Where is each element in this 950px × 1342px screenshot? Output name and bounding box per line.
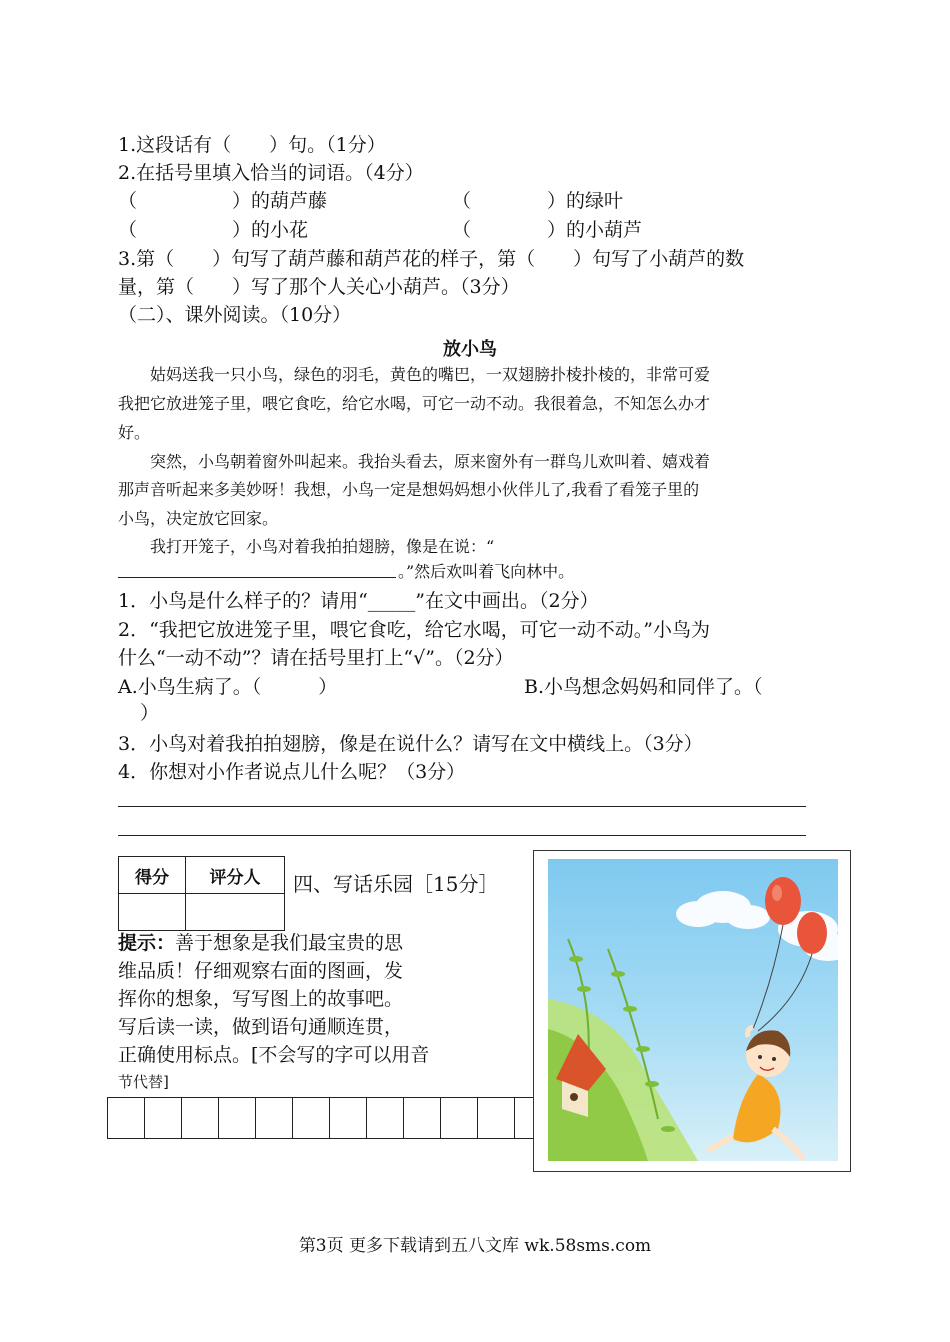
question-2: 2.在括号里填入恰当的词语。（4分） bbox=[118, 162, 424, 184]
q2-blank-a: （ ）的葫芦藤 bbox=[118, 190, 328, 212]
grid-cell[interactable] bbox=[329, 1097, 367, 1139]
score-cell[interactable] bbox=[119, 894, 186, 931]
story-line: 那声音听起来多美妙呀！我想，小鸟一定是想妈妈想小伙伴儿了,我看了看笼子里的 bbox=[118, 480, 700, 499]
grader-cell[interactable] bbox=[186, 894, 285, 931]
reading2-question-2-line2: 什么“一动不动”？请在括号里打上“√”。（2分） bbox=[118, 647, 514, 669]
illustration-svg bbox=[548, 859, 838, 1161]
story-line: 突然，小鸟朝着窗外叫起来。我抬头看去，原来窗外有一群鸟儿欢叫着、嬉戏着 bbox=[118, 452, 711, 471]
option-b-close-paren: ） bbox=[140, 702, 160, 724]
illustration-girl-balloons bbox=[548, 859, 838, 1161]
grid-cell[interactable] bbox=[181, 1097, 219, 1139]
grid-cell[interactable] bbox=[218, 1097, 256, 1139]
story-line: 我把它放进笼子里，喂它食吃，给它水喝，可它一动不动。我很着急，不知怎么办才 bbox=[118, 394, 711, 413]
answer-line[interactable] bbox=[118, 835, 806, 836]
q2-blank-d: （ ）的小葫芦 bbox=[452, 219, 643, 241]
q2-blank-b: （ ）的绿叶 bbox=[452, 190, 624, 212]
section-four-heading: 四、写话乐园［15分］ bbox=[293, 872, 499, 896]
reading2-question-2-line1: 2．“我把它放进笼子里，喂它食吃，给它水喝，可它一动不动。”小鸟为 bbox=[118, 619, 711, 641]
grader-header: 评分人 bbox=[186, 857, 285, 894]
grid-cell[interactable] bbox=[144, 1097, 182, 1139]
q2-blank-c: （ ）的小花 bbox=[118, 219, 309, 241]
hint-text: 善于想象是我们最宝贵的思 bbox=[175, 932, 404, 954]
answer-blank-line[interactable] bbox=[118, 577, 396, 578]
option-b[interactable]: B.小鸟想念妈妈和同伴了。（ bbox=[524, 676, 763, 698]
story-line: 好。 bbox=[118, 423, 151, 442]
story-line: 小鸟，决定放它回家。 bbox=[118, 509, 279, 528]
story-line: 。”然后欢叫着飞向林中。 bbox=[398, 562, 575, 581]
reading2-question-1: 1．小鸟是什么样子的？请用“_____”在文中画出。（2分） bbox=[118, 590, 599, 612]
page-footer: 第3页 更多下载请到五八文库 wk.58sms.com bbox=[298, 1236, 652, 1256]
answer-line[interactable] bbox=[118, 806, 806, 807]
hint-line-2: 维品质！仔细观察右面的图画，发 bbox=[118, 960, 404, 982]
grid-cell[interactable] bbox=[440, 1097, 478, 1139]
story-line: 我打开笼子，小鸟对着我拍拍翅膀，像是在说：“ bbox=[118, 537, 495, 556]
picture-frame bbox=[533, 850, 851, 1172]
grid-cell[interactable] bbox=[255, 1097, 293, 1139]
grid-cell[interactable] bbox=[403, 1097, 441, 1139]
grid-cell[interactable] bbox=[477, 1097, 515, 1139]
hint-label: 提示： bbox=[118, 932, 176, 954]
section-two-heading: （二）、课外阅读。（10分） bbox=[118, 304, 352, 326]
question-3-line2: 量，第（ ）写了那个人关心小葫芦。（3分） bbox=[118, 276, 520, 298]
score-header: 得分 bbox=[119, 857, 186, 894]
girl-icon bbox=[708, 1027, 803, 1159]
grid-cell[interactable] bbox=[366, 1097, 404, 1139]
hint-line-3: 挥你的想象，写写图上的故事吧。 bbox=[118, 988, 404, 1010]
grid-cell[interactable] bbox=[107, 1097, 145, 1139]
reading2-question-4: 4．你想对小作者说点儿什么呢？（3分） bbox=[118, 761, 466, 783]
grid-cell[interactable] bbox=[292, 1097, 330, 1139]
question-1: 1.这段话有（ ）句。（1分） bbox=[118, 134, 386, 156]
option-a[interactable]: A.小鸟生病了。（ ） bbox=[118, 676, 338, 698]
question-3-line1: 3.第（ ）句写了葫芦藤和葫芦花的样子，第（ ）句写了小葫芦的数 bbox=[118, 248, 745, 270]
score-table bbox=[118, 856, 285, 931]
hint-line-5: 正确使用标点。[不会写的字可以用音 bbox=[118, 1044, 430, 1066]
reading2-question-3: 3．小鸟对着我拍拍翅膀，像是在说什么？请写在文中横线上。（3分） bbox=[118, 733, 703, 755]
hint-line-6: 节代替] bbox=[118, 1073, 169, 1091]
hint-line-1 bbox=[118, 930, 403, 956]
story-title: 放小鸟 bbox=[443, 339, 497, 360]
hint-line-4: 写后读一读，做到语句通顺连贯， bbox=[118, 1016, 404, 1038]
story-line: 姑妈送我一只小鸟，绿色的羽毛，黄色的嘴巴，一双翅膀扑棱扑棱的，非常可爱 bbox=[118, 365, 711, 384]
